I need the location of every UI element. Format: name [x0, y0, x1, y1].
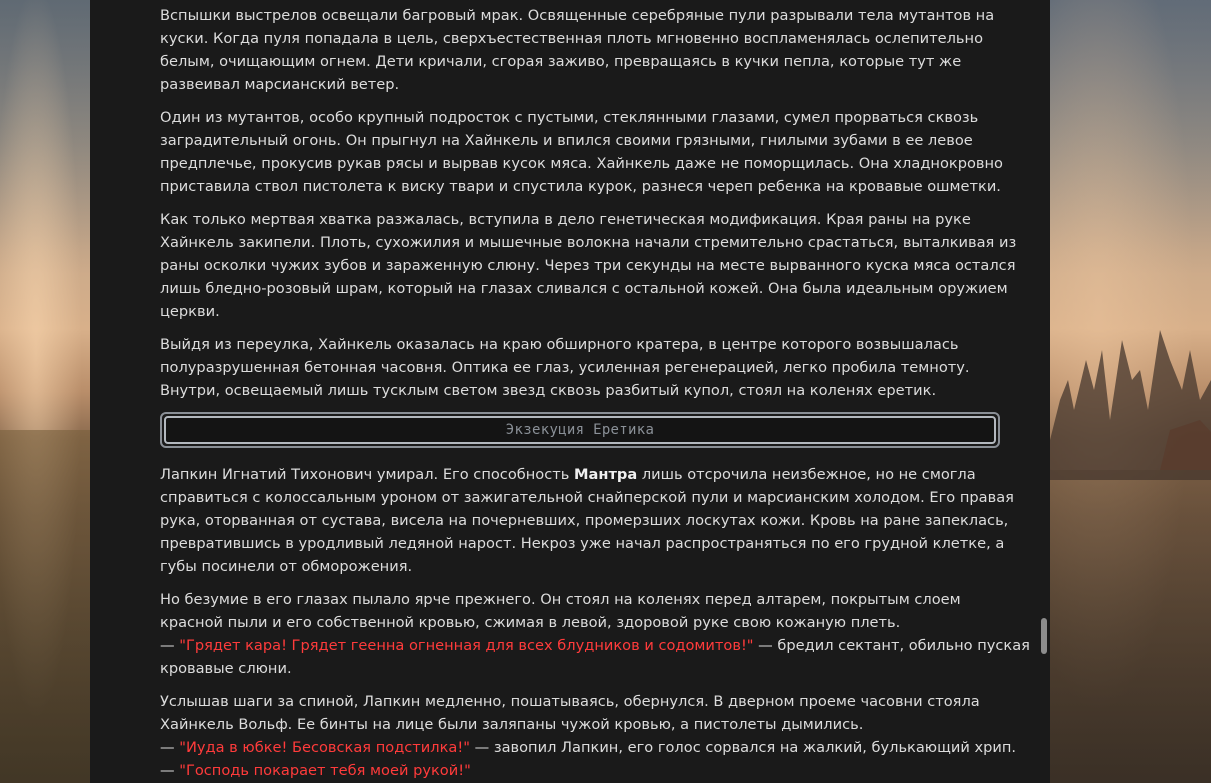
background-left-ground: [0, 430, 90, 783]
dash: —: [160, 637, 180, 654]
text-line: приставила ствол пистолета к виску твари и спустила курок, разнеся череп ребенка на кровавые ошметки.: [160, 178, 1001, 195]
paragraph: [160, 588, 1030, 680]
dash: —: [160, 739, 180, 756]
dialogue-quote: "Господь покарает тебя моей рукой!": [179, 762, 471, 779]
paragraph: [160, 4, 1000, 96]
text-line: превратившись в уродливый ледяной нарост. Некроз уже начал распространяться по его грудной клетке, а: [160, 535, 1005, 552]
text-line: куски. Когда пуля попадала в цель, сверхъестественная плоть мгновенно воспламенялась ослепительно: [160, 30, 983, 47]
paragraph: [160, 333, 1000, 402]
dialogue-line: [160, 634, 1030, 657]
text-line: церкви.: [160, 303, 220, 320]
chapter-content: [160, 4, 1030, 783]
dialogue-line: [160, 736, 1017, 759]
text-line: Но безумие в его глазах пылало ярче прежнего. Он стоял на коленях перед алтарем, покрытым слоем: [160, 591, 961, 608]
text-line: кровавые слюни.: [160, 660, 292, 677]
dash: —: [160, 762, 180, 779]
text-segment: Лапкин Игнатий Тихонович умирал. Его способность: [160, 466, 574, 483]
text-line: заградительный огонь. Он прыгнул на Хайнкель и впился своими грязными, гнилыми зубами в ее левое: [160, 132, 973, 149]
text-line: белым, очищающим огнем. Дети кричали, сгорая заживо, превращаясь в кучки пепла, которые тут же: [160, 53, 962, 70]
text-segment: — завопил Лапкин, его голос сорвался на жалкий, булькающий хрип.: [469, 739, 1017, 756]
text-line: раны осколки чужих зубов и зараженную слюну. Через три секунды на месте вырванного куска мяса остался: [160, 257, 1016, 274]
text-line: справиться с колоссальным уроном от зажигательной снайперской пули и марсианским холодом. Его правая: [160, 489, 1014, 506]
paragraph: [160, 106, 1003, 198]
ability-name: Мантра: [573, 466, 638, 483]
text-line: Один из мутантов, особо крупный подросток с пустыми, стеклянными глазами, сумел прорваться сквозь: [160, 109, 979, 126]
text-line: [160, 463, 1000, 486]
background-right-ground: [1050, 470, 1211, 783]
text-segment: лишь отсрочила неизбежное, но не смогла: [637, 466, 976, 483]
dialogue-quote: "Грядет кара! Грядет геенна огненная для всех блудников и содомитов!": [179, 637, 754, 654]
paragraph: [160, 208, 1017, 323]
text-line: полуразрушенная бетонная часовня. Оптика ее глаз, усиленная регенерацией, легко пробила темноту.: [160, 359, 970, 376]
text-line: Как только мертвая хватка разжалась, вступила в дело генетическая модификация. Края раны на руке: [160, 211, 971, 228]
scrollbar[interactable]: [1040, 0, 1048, 783]
text-segment: — бредил сектант, обильно пуская: [753, 637, 1030, 654]
dialogue-line: [160, 759, 1000, 782]
text-line: губы посинели от обморожения.: [160, 558, 413, 575]
paragraph: [160, 690, 1017, 782]
text-line: Хайнкель Вольф. Ее бинты на лице были заляпаны чужой кровью, а пистолеты дымились.: [160, 716, 864, 733]
chapter-title-label: Экзекуция Еретика: [164, 416, 996, 444]
text-line: красной пыли и его собственной кровью, сжимая в левой, здоровой руке свою кожаную плеть.: [160, 614, 901, 631]
text-line: развеивал марсианский ветер.: [160, 76, 400, 93]
text-line: Услышав шаги за спиной, Лапкин медленно, пошатываясь, обернулся. В дверном проеме часовни стояла: [160, 693, 980, 710]
text-line: Выйдя из переулка, Хайнкель оказалась на краю обширного кратера, в центре которого возвышалась: [160, 336, 959, 353]
text-line: Внутри, освещаемый лишь тусклым светом звезд сквозь разбитый купол, стоял на коленях еретик.: [160, 382, 937, 399]
dialogue-quote: "Иуда в юбке! Бесовская подстилка!": [179, 739, 470, 756]
background-ruins: [1050, 320, 1211, 480]
text-line: лишь бледно-розовый шрам, который на глазах сливался с остальной кожей. Она была идеальным оружием: [160, 280, 1008, 297]
text-line: Хайнкель закипели. Плоть, сухожилия и мышечные волокна начали стремительно срастаться, выталкивая из: [160, 234, 1017, 251]
text-line: Вспышки выстрелов освещали багровый мрак. Освященные серебряные пули разрывали тела мутантов на: [160, 7, 995, 24]
text-line: предплечье, прокусив рукав рясы и вырвав кусок мяса. Хайнкель даже не поморщилась. Она хладнокровно: [160, 155, 1003, 172]
paragraph: [160, 463, 1014, 578]
chapter-title-button[interactable]: [160, 412, 1000, 448]
reader-panel: [90, 0, 1050, 783]
scrollbar-thumb[interactable]: [1041, 618, 1047, 654]
text-line: рука, оторванная от сустава, висела на почерневших, промерзших лоскутах кожи. Кровь на ране запеклась,: [160, 512, 1009, 529]
